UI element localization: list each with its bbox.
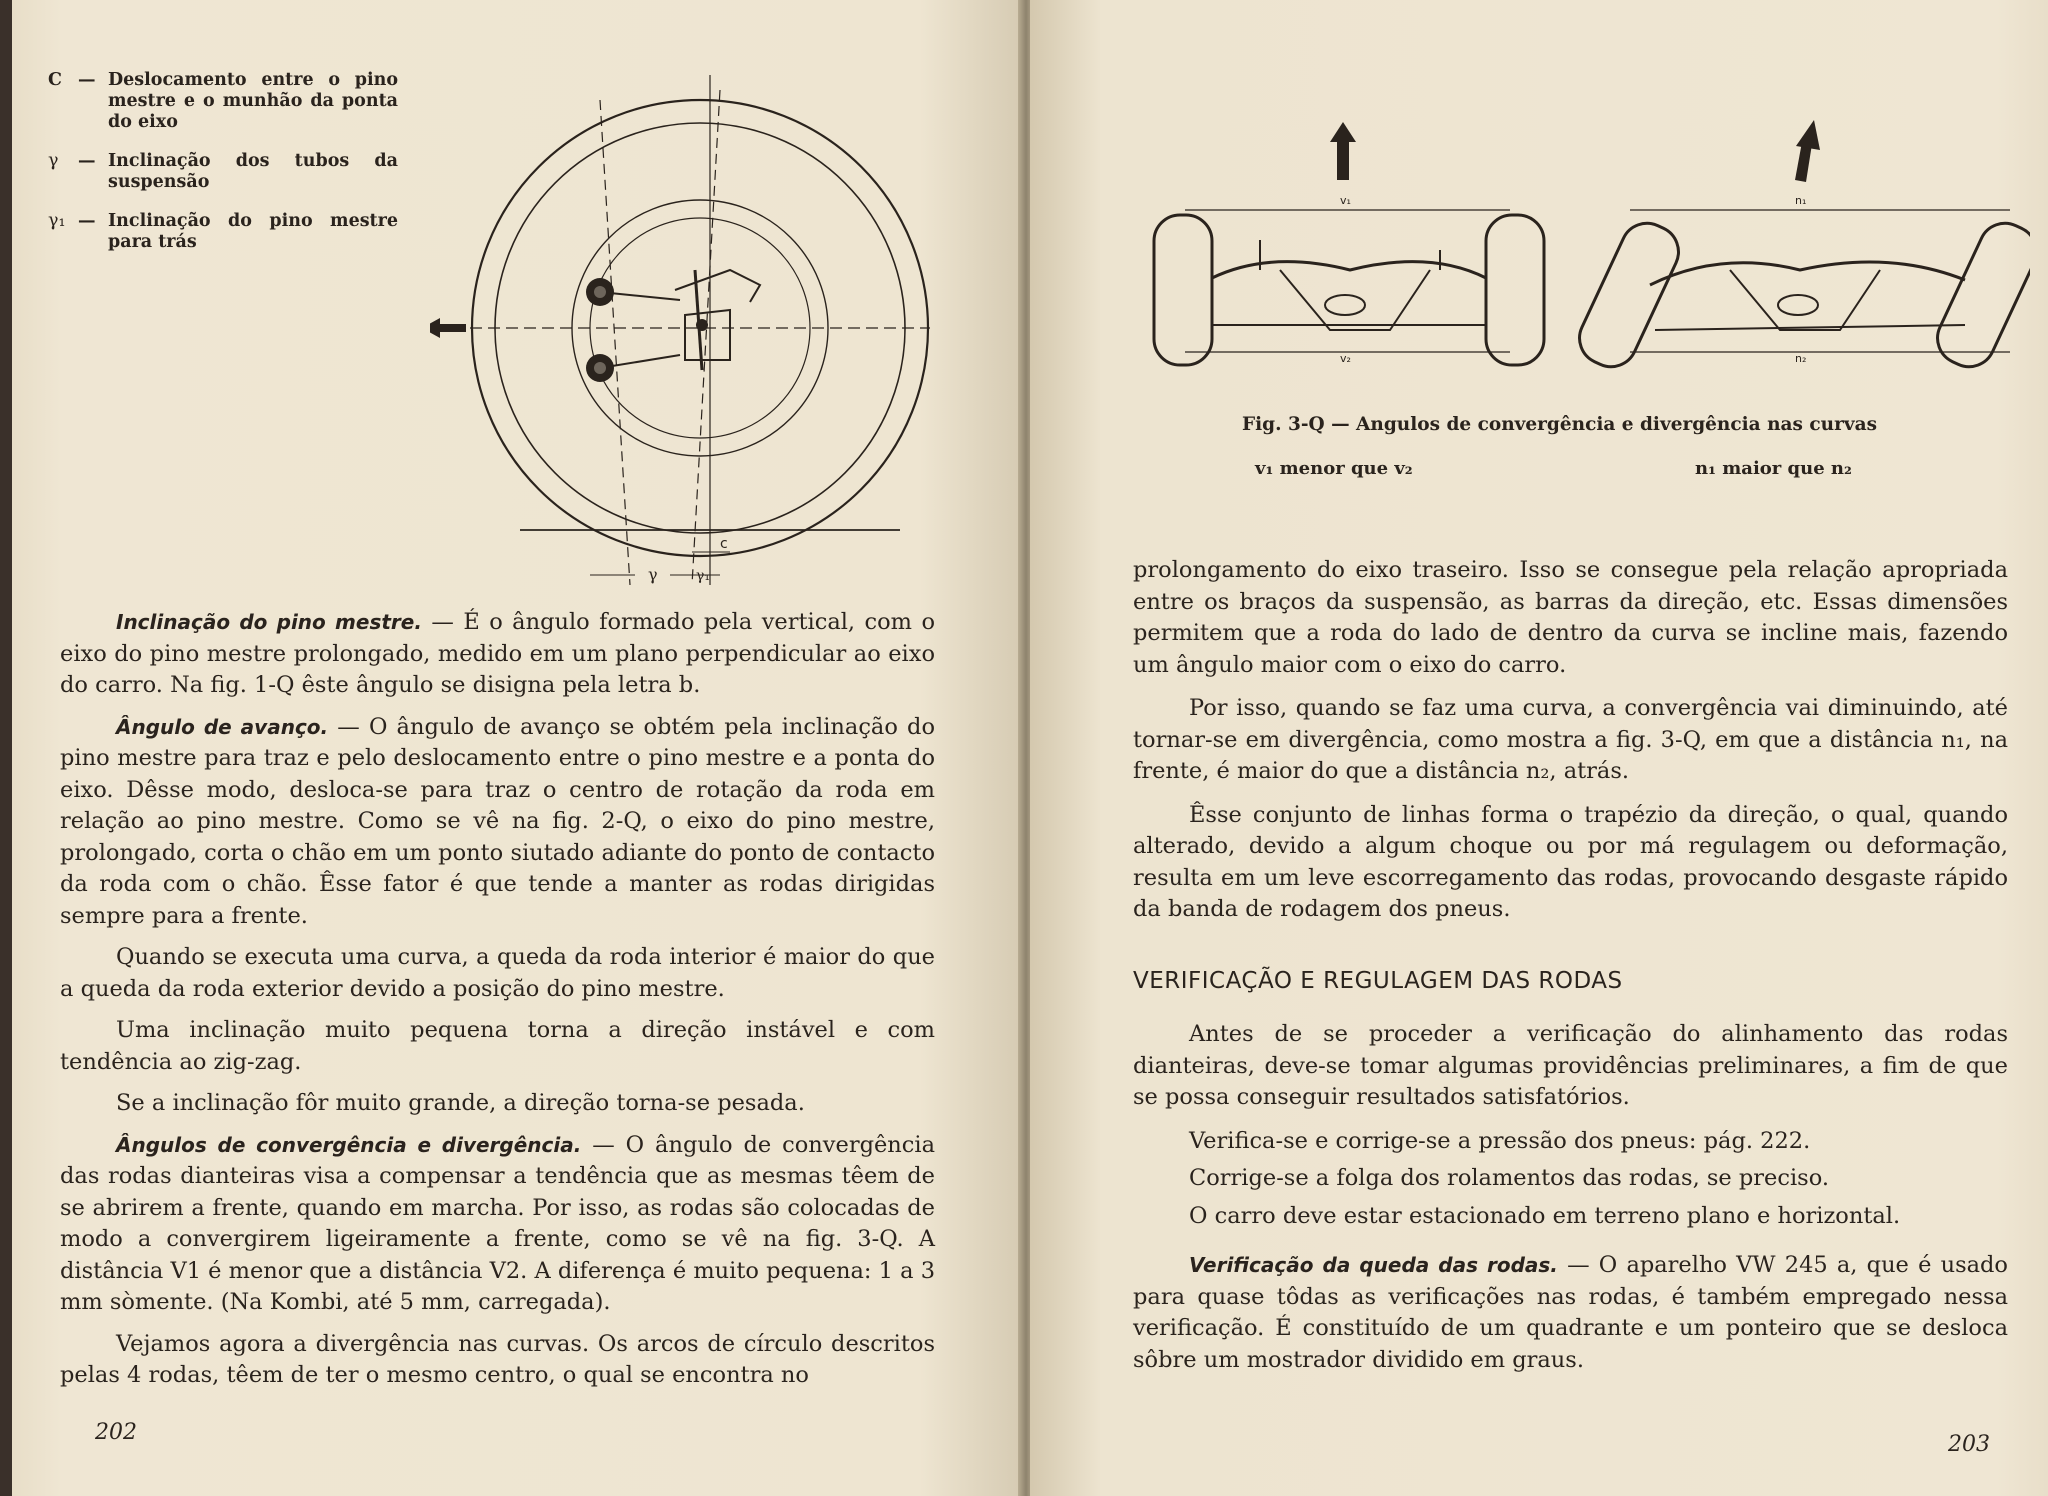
page-edge [0,0,12,1496]
label-c: c [720,536,728,552]
paragraph-text: — O ângulo de convergência das rodas dianteiras visa a compensar a tendência que as mesmas têem de se abrirem a frente, quando em marcha. Por isso, as rodas são colocadas de modo a convergirem ligeiramente a frente, como se vê na fig. 3-Q. A distância V1 é menor que a distância V2. A diferença é muito pequena: 1 a 3 mm sòmente. (Na Kombi, até 5 mm, carregada). [60,1131,936,1315]
subcaption-left: v₁ menor que v₂ [1255,458,1413,479]
right-text-column [1133,555,2008,1388]
page-number-left: 202 [95,1420,137,1445]
label-n2: n₂ [1795,352,1807,365]
legend-symbol: γ [48,151,59,171]
paragraph [60,1130,935,1319]
paragraph [60,712,935,933]
paragraph-text: — É o ângulo formado pela vertical, com o eixo do pino mestre prolongado, medido em um plano perpendicular ao eixo do carro. Na fig. 1-Q êste ângulo se disigna pela letra b. [60,609,936,698]
section-heading: VERIFICAÇÃO E REGULAGEM DAS RODAS [1133,967,1623,994]
legend-item [48,211,398,253]
paragraph: Êsse conjunto de linhas forma o trapézio da direção, o qual, quando alterado, devido a algum choque ou por má regulagem ou deformação, resulta em um leve escorregamento das rodas, provocando desgaste rápido da banda de rodagem dos pneus. [1133,801,2008,922]
legend-item [48,70,398,133]
paragraph-text: — O ângulo de avanço se obtém pela inclinação do pino mestre para traz e pelo deslocamento entre o pino mestre e a ponta do eixo. Dêsse modo, desloca-se para traz o centro de rotação da roda em relação ao pino mestre. Como se vê na fig. 2-Q, o eixo do pino mestre, prolongado, corta o chão em um ponto siutado adiante do ponto de contacto da roda com o chão. Êsse fator é que tende a manter as rodas dirigidas sempre para a frente. [60,713,935,929]
left-text-column [60,607,935,1402]
figure-caption: Fig. 3-Q — Angulos de convergência e divergência nas curvas [1242,414,1878,435]
checklist-item: O carro deve estar estacionado em terreno plano e horizontal. [1189,1202,1901,1229]
checklist-item: Corrige-se a folga dos rolamentos das rodas, se preciso. [1189,1165,1830,1191]
paragraph-title: Ângulo de avanço. [116,714,329,739]
figure-legend [48,70,398,271]
checklist-item: Verifica-se e corrige-se a pressão dos pneus: pág. 222. [1189,1127,1811,1154]
legend-symbol: γ₁ [48,211,66,231]
left-page [0,0,1022,1496]
wheel-diagram [430,70,950,610]
label-v2: v₂ [1340,352,1351,365]
legend-symbol: C [48,70,62,90]
label-v1: v₁ [1340,194,1351,207]
legend-text: Inclinação dos tubos da suspensão [108,151,398,192]
legend-dash: — [78,151,96,171]
steering-geometry-diagram [1130,120,2030,400]
paragraph: Por isso, quando se faz uma curva, a convergência vai diminuindo, até tornar-se em divergência, como mostra a fig. 3-Q, em que a distância n₁, na frente, é maior do que a distância n₂, atrás. [1133,695,2008,784]
paragraph: Se a inclinação fôr muito grande, a direção torna-se pesada. [116,1090,805,1116]
paragraph: prolongamento do eixo traseiro. Isso se consegue pela relação apropriada entre os braços da suspensão, as barras da direção, etc. Essas dimensões permitem que a roda do lado de dentro da curva se incline mais, fazendo um ângulo maior com o eixo do carro. [1133,557,2008,678]
legend-text: Deslocamento entre o pino mestre e o munhão da ponta do eixo [108,70,398,132]
legend-item [48,151,398,193]
label-gamma: γ [648,565,658,584]
paragraph [60,607,935,702]
legend-dash: — [78,211,96,231]
legend-dash: — [78,70,96,90]
paragraph [1133,1250,2008,1376]
subcaption-right: n₁ maior que n₂ [1695,458,1852,479]
paragraph-title: Ângulos de convergência e divergência. [116,1132,582,1157]
legend-text: Inclinação do pino mestre para trás [108,211,398,252]
label-n1: n₁ [1795,194,1807,207]
paragraph-text: — O aparelho VW 245 a, que é usado para quase tôdas as verificações nas rodas, é também empregado nessa verificação. É constituído de um quadrante e um ponteiro que se desloca sôbre um mostrador dividido em graus. [1133,1252,2008,1373]
paragraph: Uma inclinação muito pequena torna a direção instável e com tendência ao zig-zag. [60,1017,935,1075]
paragraph: Vejamos agora a divergência nas curvas. Os arcos de círculo descritos pelas 4 rodas, têem de ter o mesmo centro, o qual se encontra no [60,1330,935,1388]
paragraph-title: Verificação da queda das rodas. [1189,1253,1558,1277]
paragraph: Antes de se proceder a verificação do alinhamento das rodas dianteiras, deve-se tomar algumas providências preliminares, a fim de que se possa conseguir resultados satisfatórios. [1133,1021,2008,1110]
page-number-right: 203 [1948,1432,1990,1457]
paragraph-title: Inclinação do pino mestre. [116,610,422,634]
paragraph: Quando se executa uma curva, a queda da roda interior é maior do que a queda da roda exterior devido a posição do pino mestre. [60,944,935,1002]
label-gamma1: γ₁ [696,568,710,584]
